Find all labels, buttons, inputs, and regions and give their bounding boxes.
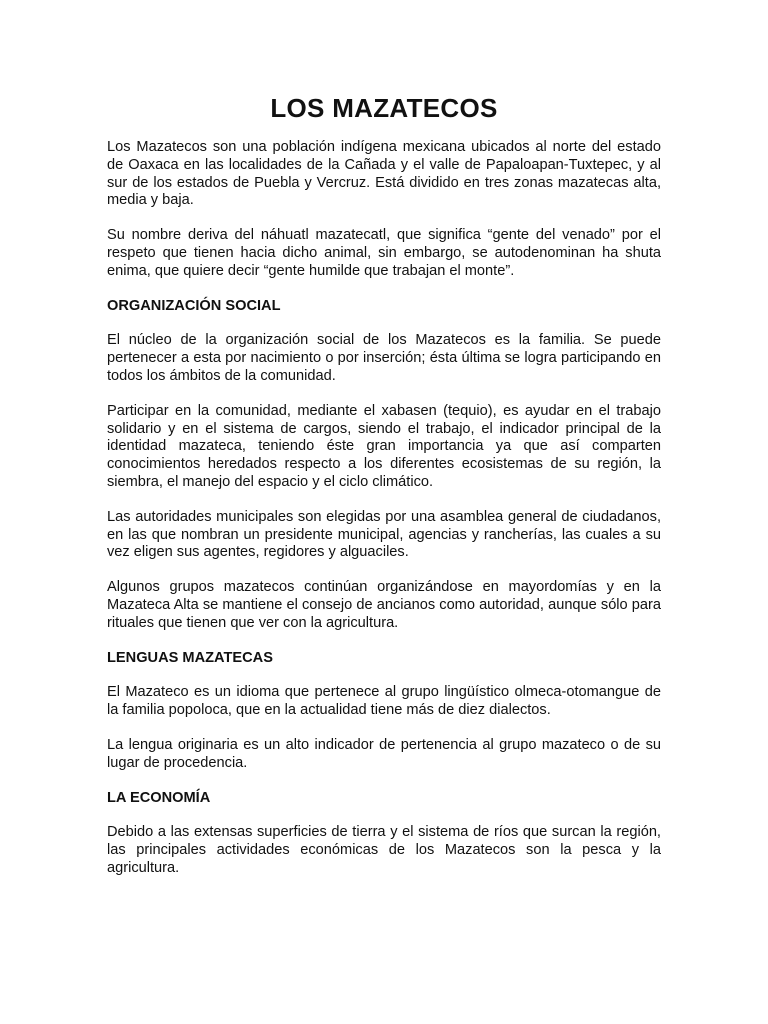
organizacion-paragraph: Algunos grupos mazatecos continúan organizándose en mayordomías y en la Mazateca Alta se mantiene el consejo de ancianos como autoridad, aunque sólo para rituales que tienen que ver con la agricultura. (107, 579, 661, 631)
intro-paragraph: Los Mazatecos son una población indígena mexicana ubicados al norte del estado de Oaxaca en las localidades de la Cañada y el valle de Papaloapan-Tuxtepec, y al sur de los estados de Puebla y Vercruz. Está dividido en tres zonas mazatecas alta, media y baja. (107, 139, 661, 209)
section-heading-organizacion-social: ORGANIZACIÓN SOCIAL (107, 297, 281, 314)
document-title: LOS MAZATECOS (270, 93, 498, 123)
lenguas-paragraph: El Mazateco es un idioma que pertenece al grupo lingüístico olmeca-otomangue de la familia popoloca, que en la actualidad tiene más de diez dialectos. (107, 684, 661, 719)
section-heading-lenguas-mazatecas: LENGUAS MAZATECAS (107, 649, 273, 666)
economia-paragraph: Debido a las extensas superficies de tierra y el sistema de ríos que surcan la región, las principales actividades económicas de los Mazatecos son la pesca y la agricultura. (107, 824, 661, 876)
organizacion-paragraph: Las autoridades municipales son elegidas por una asamblea general de ciudadanos, en las que nombran un presidente municipal, agencias y rancherías, las cuales a su vez eligen sus agentes, regidores y alguaciles. (107, 508, 661, 561)
organizacion-paragraph: El núcleo de la organización social de los Mazatecos es la familia. Se puede pertenecer a esta por nacimiento o por inserción; ésta última se logra participando en todos los ámbitos de la comunidad. (107, 332, 661, 384)
organizacion-paragraph: Participar en la comunidad, mediante el xabasen (tequio), es ayudar en el trabajo solidario y en el sistema de cargos, siendo el trabajo, el indicador principal de la identidad mazateca, teniendo éste gran importancia ya que así comparten conocimientos heredados respecto a los diferentes ecosistemas de su región, la siembra, el manejo del espacio y el ciclo climático. (107, 402, 661, 490)
lenguas-paragraph: La lengua originaria es un alto indicador de pertenencia al grupo mazateco o de su lugar de procedencia. (107, 736, 661, 771)
intro-paragraph: Su nombre deriva del náhuatl mazatecatl, que significa “gente del venado” por el respeto que tienen hacia dicho animal, sin embargo, se autodenominan ha shuta enima, que quiere decir “gente humilde que trabajan el monte”. (107, 227, 661, 279)
document-page (107, 92, 661, 895)
section-heading-la-economia: LA ECONOMÍA (107, 789, 211, 806)
